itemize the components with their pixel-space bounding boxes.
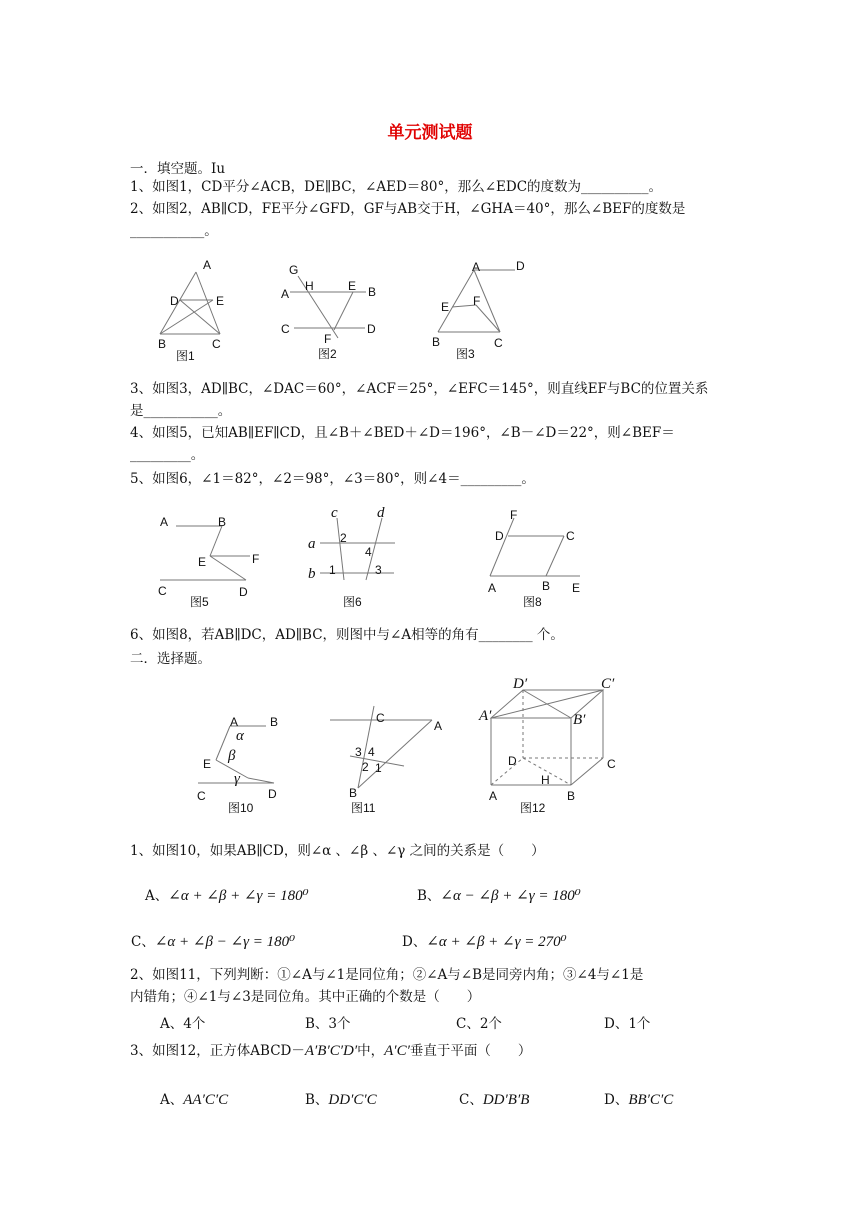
fig1-label-B: B xyxy=(158,337,167,351)
choice-2-option-d: D、1个 xyxy=(604,1016,651,1032)
fig2-label-A: A xyxy=(281,287,290,301)
choice-1-option-a: ∠α + ∠β + ∠γ = 180⁰ xyxy=(168,888,309,904)
choice-2-option-c: C、2个 xyxy=(456,1016,502,1032)
choice-3-stem-mid: 中， xyxy=(357,1043,385,1059)
figure-8 xyxy=(488,508,580,609)
fig10-label-E: E xyxy=(203,757,212,771)
choice-3-stem-post: 垂直于平面（ ） xyxy=(409,1043,532,1059)
choice-3-option-b-label: B、 xyxy=(305,1092,329,1108)
fig11-label-C: C xyxy=(376,711,385,725)
fig5-label-A: A xyxy=(160,515,169,529)
fig10-label-A: A xyxy=(230,715,239,729)
fig6-label-2: 2 xyxy=(340,531,347,545)
figure-5 xyxy=(158,515,259,609)
choice-1-option-c-label: C、 xyxy=(131,934,155,950)
choice-1-option-a-label: A、 xyxy=(145,888,169,904)
fig3-caption: 图3 xyxy=(456,347,475,361)
fig2-label-B: B xyxy=(368,285,377,299)
choice-2-option-b: B、3个 xyxy=(305,1016,351,1032)
fig8-caption: 图8 xyxy=(523,595,542,609)
fig2-label-F: F xyxy=(324,332,332,346)
fig6-label-c: c xyxy=(331,505,338,521)
choice-2-option-a: A、4个 xyxy=(160,1016,206,1032)
fig6-label-a: a xyxy=(308,536,316,552)
fig5-label-B: B xyxy=(218,515,227,529)
question-6: 6、如图8，若AB∥DC，AD∥BC，则图中与∠A相等的角有________ 个。 xyxy=(130,627,564,643)
fig11-label-4: 4 xyxy=(368,745,375,759)
choice-2-stem-line2: 内错角；④∠1与∠3是同位角。其中正确的个数是（ ） xyxy=(130,989,481,1005)
fig3-label-A: A xyxy=(472,260,481,274)
question-4-line1: 4、如图5，已知AB∥EF∥CD，且∠B＋∠BED＋∠D＝196°，∠B－∠D＝22°，则∠BEF＝ xyxy=(130,425,675,441)
fig12-label-Ap: A′ xyxy=(479,708,492,724)
fig11-label-A: A xyxy=(434,719,443,733)
fig12-label-Bp: B′ xyxy=(573,712,586,728)
fig12-label-A: A xyxy=(489,789,498,803)
choice-3-option-c-label: C、 xyxy=(459,1092,483,1108)
choice-3-stem-pre: 3、如图12，正方体ABCD－ xyxy=(130,1043,305,1059)
question-1: 1、如图1，CD平分∠ACB，DE∥BC，∠AED＝80°，那么∠EDC的度数为__________。 xyxy=(130,179,663,195)
fig2-label-G: G xyxy=(289,263,299,277)
fig12-label-Cp: C′ xyxy=(601,676,615,692)
fig10-label-D: D xyxy=(268,787,277,801)
fig10-label-beta: β xyxy=(228,748,236,764)
fig3-label-F: F xyxy=(473,294,481,308)
figure-3 xyxy=(432,259,525,361)
fig8-label-E: E xyxy=(572,581,581,595)
choice-3-option-d-label: D、 xyxy=(604,1092,629,1108)
fig6-label-d: d xyxy=(377,505,385,521)
fig5-label-D: D xyxy=(239,585,248,599)
fig12-label-B: B xyxy=(567,789,576,803)
choice-3-option-c: DD′B′B xyxy=(482,1092,530,1108)
fig2-label-C: C xyxy=(281,322,290,336)
fig1-label-C: C xyxy=(212,337,221,351)
fig6-caption: 图6 xyxy=(343,595,362,609)
fig11-label-2: 2 xyxy=(362,760,369,774)
choice-1-option-b: ∠α − ∠β + ∠γ = 180⁰ xyxy=(440,888,581,904)
fig10-label-B: B xyxy=(270,715,279,729)
fig12-label-H: H xyxy=(541,773,550,787)
fig5-caption: 图5 xyxy=(190,595,209,609)
fig10-caption: 图10 xyxy=(228,801,254,815)
fig2-label-D: D xyxy=(367,322,376,336)
fig12-label-D: D xyxy=(508,754,517,768)
fig3-label-D: D xyxy=(516,259,525,273)
fig12-caption: 图12 xyxy=(520,801,546,815)
choice-3-option-a: AA′C′C xyxy=(183,1092,229,1108)
fig10-label-alpha: α xyxy=(236,728,244,744)
question-4-line2: _________。 xyxy=(130,447,205,463)
fig6-label-3: 3 xyxy=(375,563,382,577)
section-choice: 二．选择题。 xyxy=(130,651,211,667)
fig10-label-gamma: γ xyxy=(234,771,240,787)
fig11-label-3: 3 xyxy=(355,745,362,759)
figure-10 xyxy=(197,715,278,815)
question-2-line2: ___________。 xyxy=(130,223,218,239)
figure-1 xyxy=(158,258,224,363)
fig1-label-D: D xyxy=(170,294,179,308)
page-title: 单元测试题 xyxy=(387,123,473,143)
fig2-label-E: E xyxy=(348,279,357,293)
question-2-line1: 2、如图2，AB∥CD，FE平分∠GFD，GF与AB交于H，∠GHA＝40°，那么∠BEF的度数是 xyxy=(130,201,686,217)
figure-2 xyxy=(281,263,376,361)
question-5: 5、如图6，∠1＝82°，∠2＝98°，∠3＝80°，则∠4＝_________。 xyxy=(130,471,535,487)
question-3-line2: 是___________。 xyxy=(130,403,232,419)
fig5-label-F: F xyxy=(252,552,260,566)
fig11-caption: 图11 xyxy=(351,801,376,815)
choice-3-stem-line: A′C′ xyxy=(384,1043,410,1059)
fig11-label-1: 1 xyxy=(375,761,382,775)
fig6-label-1: 1 xyxy=(329,563,336,577)
choice-3-stem-cube: A′B′C′D′ xyxy=(304,1043,358,1059)
figure-6 xyxy=(308,505,395,609)
fig1-label-A: A xyxy=(203,258,212,272)
fig8-label-D: D xyxy=(495,529,504,543)
fig2-label-H: H xyxy=(305,279,314,293)
fig12-label-Dp: D′ xyxy=(513,676,528,692)
fig6-label-4: 4 xyxy=(365,545,372,559)
fig8-label-C: C xyxy=(566,529,575,543)
choice-1-option-d-label: D、 xyxy=(402,934,427,950)
question-3-line1: 3、如图3，AD∥BC，∠DAC＝60°，∠ACF＝25°，∠EFC＝145°，则直线EF与BC的位置关系 xyxy=(130,381,709,397)
figure-12 xyxy=(478,676,616,815)
choice-1-stem: 1、如图10，如果AB∥CD，则∠α 、∠β 、∠γ 之间的关系是（ ） xyxy=(130,843,545,859)
section-fill-blank: 一．填空题。Iu xyxy=(130,161,226,177)
fig2-caption: 图2 xyxy=(318,347,337,361)
fig3-label-B: B xyxy=(432,335,441,349)
figure-11 xyxy=(330,706,442,815)
fig1-caption: 图1 xyxy=(176,349,195,363)
choice-3-option-b: DD′C′C xyxy=(328,1092,377,1108)
fig11-label-B: B xyxy=(349,786,358,800)
choice-1-option-d: ∠α + ∠β + ∠γ = 270⁰ xyxy=(426,934,567,950)
fig5-label-E: E xyxy=(198,555,207,569)
choice-3-stem xyxy=(130,1042,531,1060)
fig6-label-b: b xyxy=(308,566,316,582)
choice-3-option-a-label: A、 xyxy=(160,1092,184,1108)
fig5-label-C: C xyxy=(158,584,167,598)
choice-2-stem-line1: 2、如图11，下列判断：①∠A与∠1是同位角；②∠A与∠B是同旁内角；③∠4与∠1是 xyxy=(130,967,644,983)
choice-1-option-b-label: B、 xyxy=(417,888,441,904)
fig8-label-F: F xyxy=(510,508,518,522)
fig3-label-C: C xyxy=(494,336,503,350)
fig1-label-E: E xyxy=(216,294,225,308)
fig12-label-C: C xyxy=(607,757,616,771)
fig10-label-C: C xyxy=(197,789,206,803)
choice-1-option-c: ∠α + ∠β − ∠γ = 180⁰ xyxy=(154,934,296,950)
fig3-label-E: E xyxy=(441,300,450,314)
fig8-label-B: B xyxy=(542,579,551,593)
choice-3-option-d: BB′C′C xyxy=(628,1092,674,1108)
fig8-label-A: A xyxy=(488,581,497,595)
